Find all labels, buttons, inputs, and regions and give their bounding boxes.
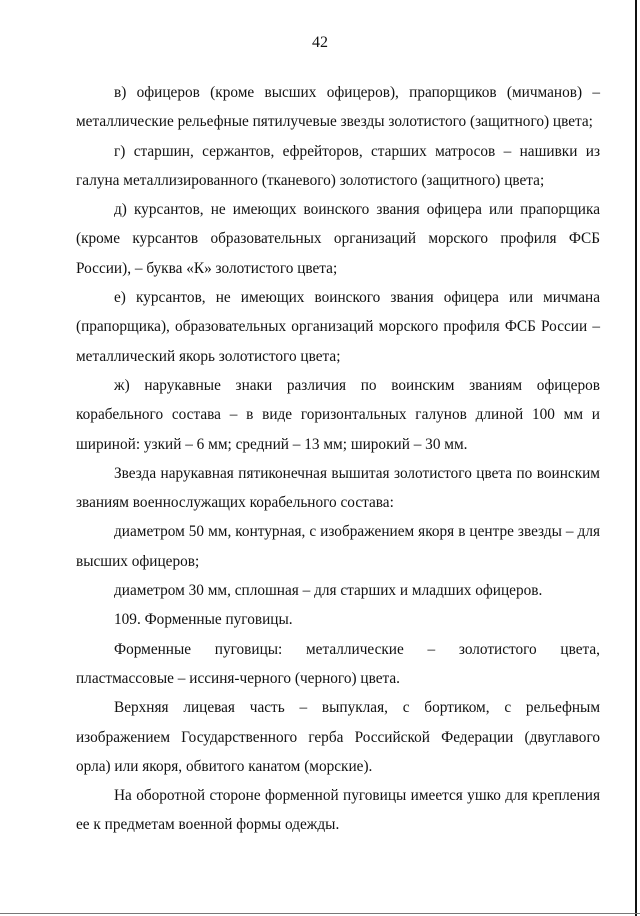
document-body xyxy=(76,78,600,840)
scan-edge-bottom xyxy=(0,913,640,914)
section-heading-109: 109. Форменные пуговицы. xyxy=(114,611,293,629)
paragraph-d-cadets-letter-k: д) курсантов, не имеющих воинского звания офицера или прапорщика (кроме курсантов образовательных организаций морского профиля ФСБ России), – буква «К» золотистого цвета; xyxy=(76,201,600,277)
paragraph-buttons-materials: Форменные пуговицы: металлические – золотистого цвета, пластмассовые – иссиня-черного (черного) цвета. xyxy=(76,640,600,687)
paragraph-v-officers-stars: в) офицеров (кроме высших офицеров), прапорщиков (мичманов) – металлические рельефные пятилучевые звезды золотистого (защитного) цвета; xyxy=(76,84,600,131)
paragraph-sleeve-star: Звезда нарукавная пятиконечная вышитая золотистого цвета по воинским званиям военнослужащих корабельного состава: xyxy=(76,464,600,512)
scan-edge-right xyxy=(635,0,637,916)
paragraph-g-sergeants-galloons: г) старшин, сержантов, ефрейторов, старших матросов – нашивки из галуна металлизированного (тканевого) золотистого (защитного) цвета; xyxy=(76,142,600,189)
paragraph-buttons-back: На оборотной стороне форменной пуговицы имеется ушко для крепления ее к предметам военной формы одежды. xyxy=(76,787,600,834)
paragraph-star-30mm: диаметром 30 мм, сплошная – для старших и младших офицеров. xyxy=(114,582,543,600)
paragraph-buttons-front: Верхняя лицевая часть – выпуклая, с бортиком, с рельефным изображением Государственного герба Российской Федерации (двуглавого орла) или якоря, обвитого канатом (морские). xyxy=(76,699,600,775)
paragraph-zh-sleeve-insignia: ж) нарукавные знаки различия по воинским званиям офицеров корабельного состава – в виде горизонтальных галунов длиной 100 мм и шириной: узкий – 6 мм; средний – 13 мм; широкий – 30 мм. xyxy=(76,376,600,453)
paragraph-e-cadets-anchor: е) курсантов, не имеющих воинского звания офицера или мичмана (прапорщика), образовательных организаций морского профиля ФСБ России – металлический якорь золотистого цвета; xyxy=(76,289,600,365)
paragraph-star-50mm: диаметром 50 мм, контурная, с изображением якоря в центре звезды – для высших офицеров; xyxy=(76,523,600,570)
page-number: 42 xyxy=(312,34,328,51)
